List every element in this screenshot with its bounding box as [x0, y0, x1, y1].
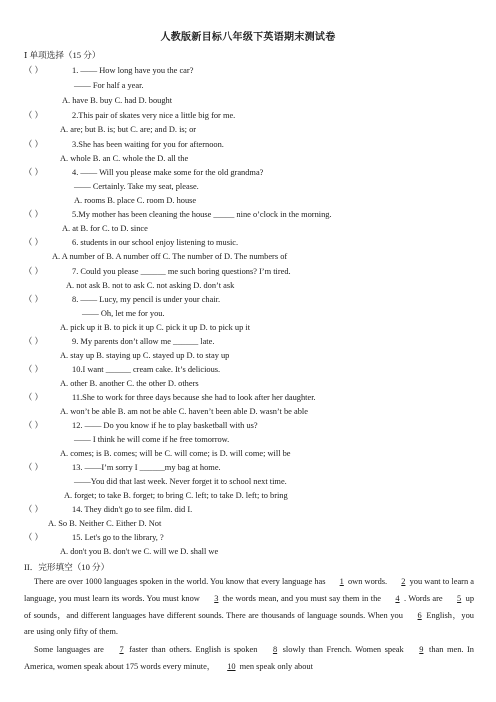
passage-text: English，you are using only fifty of them.	[24, 610, 474, 637]
question-stem: 12. —— Do you know if he to play basketball with us?	[72, 421, 258, 430]
question-stem: 7. Could you please ______ me such boring questions? I’m tired.	[72, 267, 291, 276]
question-4-options: A. rooms B. place C. room D. house	[74, 196, 197, 205]
question-13	[24, 462, 221, 473]
passage-text: There are over 1000 languages spoken in the world. You know that every language has	[34, 577, 328, 586]
exam-title: 人教版新目标八年级下英语期末测试卷	[160, 32, 336, 43]
blank-9: 9	[419, 645, 424, 654]
question-12-dialogue: —— I think he will come if he free tomorrow.	[74, 435, 230, 444]
passage-text: own words.	[345, 577, 390, 586]
question-9-options: A. stay up B. staying up C. stayed up D. to stay up	[60, 351, 230, 360]
question-15	[24, 532, 164, 543]
answer-paren: （ ）	[24, 337, 43, 346]
answer-paren: （ ）	[24, 393, 43, 402]
question-1-dialogue: —— For half a year.	[74, 81, 144, 90]
blank-3: 3	[214, 593, 219, 603]
answer-paren: （ ）	[24, 421, 43, 430]
section-1-heading: Ⅰ 单项选择（15 分）	[24, 50, 101, 60]
passage-text: up of sounds，and different languages have different sounds. There are thousands of language sounds. When you	[24, 593, 475, 620]
question-14	[24, 504, 192, 515]
question-10-options: A. other B. another C. the other D. others	[60, 379, 199, 388]
question-7	[24, 266, 291, 277]
section-2-heading: II．完形填空（10 分）	[24, 562, 110, 572]
question-12	[24, 420, 258, 431]
passage-text: Some languages are	[34, 645, 108, 654]
question-14-options: A. So B. Neither C. Either D. Not	[48, 519, 162, 528]
question-2	[24, 110, 235, 121]
question-5-options: A. at B. for C. to D. since	[62, 224, 148, 233]
passage-text: the words mean, and you must say them in the	[220, 593, 384, 603]
question-stem: 6. students in our school enjoy listening to music.	[72, 238, 239, 247]
question-4-dialogue: —— Certainly. Take my seat, please.	[74, 182, 199, 191]
question-15-options: A. don't you B. don't we C. will we D. shall we	[60, 547, 219, 556]
answer-paren: （ ）	[24, 365, 43, 374]
blank-5: 5	[457, 593, 462, 603]
answer-paren: （ ）	[24, 140, 43, 149]
question-stem: 14. They didn't go to see film. did I.	[72, 505, 193, 514]
question-stem: 10.I want ______ cream cake. It’s delicious.	[72, 365, 221, 374]
question-stem: 8. —— Lucy, my pencil is under your chair.	[72, 295, 221, 304]
question-6-options: A. A number of B. A number off C. The number of D. The numbers of	[52, 252, 288, 261]
answer-paren: （ ）	[24, 463, 43, 472]
answer-paren: （ ）	[24, 238, 43, 247]
answer-paren: （ ）	[24, 295, 43, 304]
question-7-options: A. not ask B. not to ask C. not asking D. don’t ask	[66, 281, 235, 290]
question-stem: 13. ——I’m sorry I ______my bag at home.	[72, 463, 221, 472]
answer-paren: （ ）	[24, 505, 43, 514]
passage-text: faster than others. English is spoken	[125, 645, 261, 654]
answer-paren: （ ）	[24, 66, 43, 75]
blank-2: 2	[401, 577, 406, 586]
question-3-options: A. whole B. an C. whole the D. all the	[60, 154, 189, 163]
cloze-paragraph-1	[24, 574, 474, 641]
question-8-dialogue: —— Oh, let me for you.	[82, 309, 165, 318]
blank-10: 10	[227, 661, 236, 671]
passage-text: men speak only about	[237, 661, 313, 671]
question-12-options: A. comes; is B. comes; will be C. will come; is D. will come; will be	[60, 449, 291, 458]
question-5	[24, 209, 332, 220]
question-8-options: A. pick up it B. to pick it up C. pick it up D. to pick up it	[60, 323, 251, 332]
answer-paren: （ ）	[24, 533, 43, 542]
question-13-options: A. forget; to take B. forget; to bring C. left; to take D. left; to bring	[64, 491, 288, 500]
question-4	[24, 167, 263, 178]
question-2-options: A. are; but B. is; but C. are; and D. is; or	[60, 125, 197, 134]
question-6	[24, 237, 238, 248]
question-9	[24, 336, 214, 347]
question-8	[24, 294, 220, 305]
question-stem: 15. Let's go to the library, ?	[72, 533, 164, 542]
answer-paren: （ ）	[24, 168, 43, 177]
question-1-options: A. have B. buy C. had D. bought	[62, 96, 173, 105]
question-13-dialogue: ——You did that last week. Never forget it to school next time.	[74, 477, 287, 486]
answer-paren: （ ）	[24, 210, 43, 219]
passage-text: you want to learn a language, you must learn its words. You must know	[24, 577, 475, 603]
question-10	[24, 364, 220, 375]
question-1	[24, 65, 193, 76]
question-stem: 3.She has been waiting for you for afternoon.	[72, 140, 224, 149]
blank-7: 7	[119, 645, 124, 654]
cloze-paragraph-2	[24, 642, 474, 676]
answer-paren: （ ）	[24, 111, 43, 120]
question-3	[24, 139, 224, 150]
question-stem: 5.My mother has been cleaning the house _____ nine o’clock in the morning.	[72, 210, 332, 219]
blank-6: 6	[417, 610, 422, 620]
blank-1: 1	[339, 577, 344, 586]
question-11	[24, 392, 316, 403]
question-11-options: A. won’t be able B. am not be able C. haven’t been able D. wasn’t be able	[60, 407, 308, 416]
passage-text: slowly than French. Women speak	[279, 645, 408, 654]
answer-paren: （ ）	[24, 267, 43, 276]
blank-4: 4	[395, 593, 400, 603]
question-stem: 2.This pair of skates very nice a little big for me.	[72, 111, 236, 120]
passage-text: than men. In America, women speak about 175 words every minute，	[24, 645, 474, 671]
passage-text: . Words are	[401, 593, 446, 603]
question-stem: 1. —— How long have you the car?	[72, 66, 194, 75]
blank-8: 8	[272, 645, 278, 654]
question-stem: 4. —— Will you please make some for the old grandma?	[72, 168, 264, 177]
question-stem: 9. My parents don’t allow me ______ late.	[72, 337, 215, 346]
question-stem: 11.She to work for three days because she had to look after her daughter.	[72, 393, 316, 402]
